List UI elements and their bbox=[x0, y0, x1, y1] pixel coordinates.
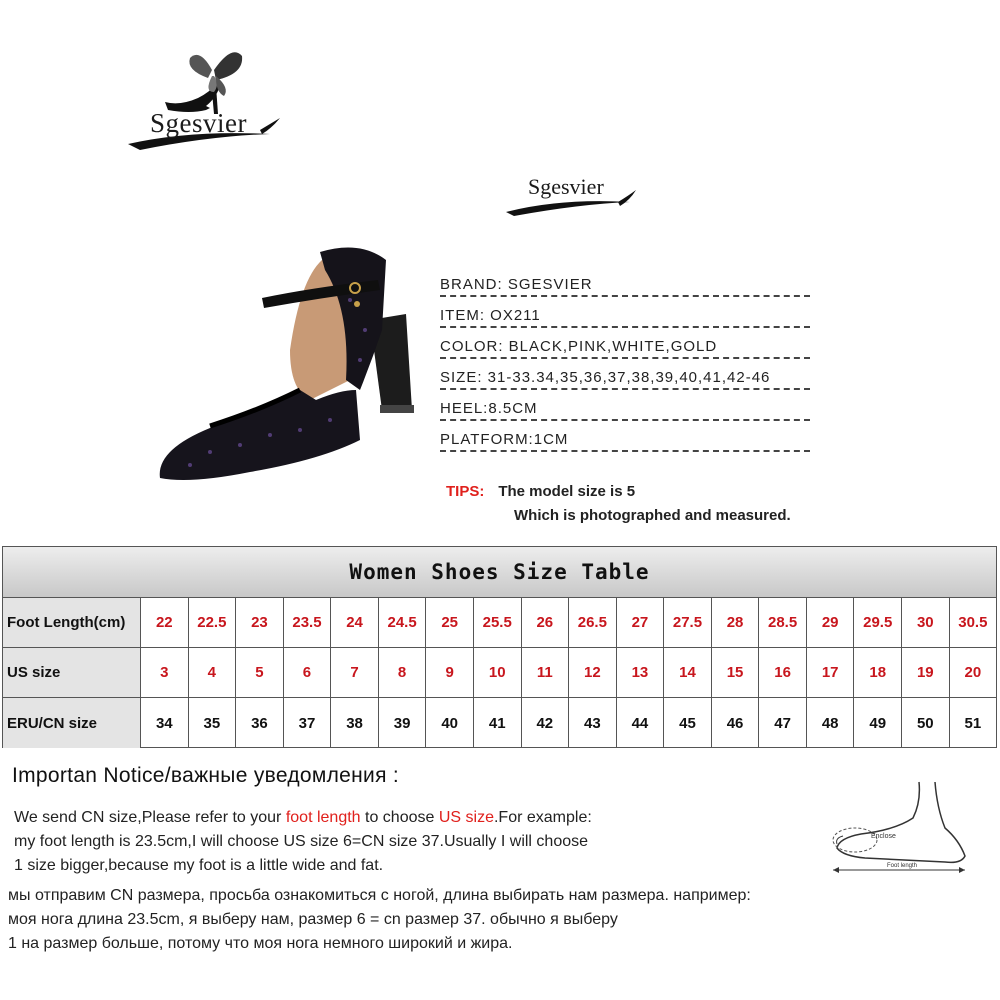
size-cell: 18 bbox=[854, 648, 902, 697]
notice-en-line-2: my foot length is 23.5cm,I will choose US size 6=CN size 37.Usually I will choose bbox=[14, 833, 589, 850]
size-cell: 34 bbox=[141, 698, 189, 748]
size-cell: 37 bbox=[284, 698, 332, 748]
product-specs bbox=[440, 266, 810, 452]
notice-text: We send CN size,Please refer to your bbox=[14, 809, 286, 826]
notice-ru-line-2: моя нога длина 23.5cm, я выберу нам, размер 6 = cn размер 37. обычно я выберу bbox=[8, 911, 618, 928]
size-cell: 23.5 bbox=[284, 598, 332, 647]
size-cell: 24 bbox=[331, 598, 379, 647]
spec-heel: HEEL:8.5CM bbox=[440, 390, 810, 421]
foot-icon bbox=[825, 778, 985, 878]
tips-line-2: Which is photographed and measured. bbox=[514, 507, 791, 524]
enclose-label: Enclose bbox=[871, 833, 896, 840]
butterfly-heel-icon bbox=[120, 40, 290, 160]
size-table-row bbox=[3, 598, 996, 648]
size-row-label: ERU/CN size bbox=[3, 698, 141, 748]
notice-english bbox=[14, 806, 774, 878]
tips bbox=[446, 480, 791, 528]
spec-platform: PLATFORM:1CM bbox=[440, 421, 810, 452]
size-cell: 16 bbox=[759, 648, 807, 697]
size-cell: 35 bbox=[189, 698, 237, 748]
notice-highlight-us-size: US size bbox=[438, 809, 494, 826]
brand-name: Sgesvier bbox=[150, 108, 247, 138]
spec-color: COLOR: BLACK,PINK,WHITE,GOLD bbox=[440, 328, 810, 359]
size-cell: 48 bbox=[807, 698, 855, 748]
size-cell: 26 bbox=[522, 598, 570, 647]
size-cell: 14 bbox=[664, 648, 712, 697]
shoe-icon bbox=[150, 240, 440, 490]
size-cell: 26.5 bbox=[569, 598, 617, 647]
size-cell: 7 bbox=[331, 648, 379, 697]
spec-brand: BRAND: SGESVIER bbox=[440, 266, 810, 297]
size-cell: 19 bbox=[902, 648, 950, 697]
size-cell: 5 bbox=[236, 648, 284, 697]
size-cell: 28.5 bbox=[759, 598, 807, 647]
foot-length-label: Foot length bbox=[887, 863, 918, 869]
notice-highlight-foot-length: foot length bbox=[285, 809, 361, 826]
size-cell: 27 bbox=[617, 598, 665, 647]
size-cell: 36 bbox=[236, 698, 284, 748]
size-cell: 24.5 bbox=[379, 598, 427, 647]
size-cell: 50 bbox=[902, 698, 950, 748]
size-cell: 15 bbox=[712, 648, 760, 697]
size-cell: 11 bbox=[522, 648, 570, 697]
size-cell: 25.5 bbox=[474, 598, 522, 647]
size-cell: 29.5 bbox=[854, 598, 902, 647]
size-cell: 20 bbox=[964, 664, 982, 681]
size-cell: 13 bbox=[617, 648, 665, 697]
size-row-label: US size bbox=[3, 648, 141, 697]
brand-name-small: Sgesvier bbox=[528, 174, 604, 199]
size-cell: 43 bbox=[569, 698, 617, 748]
notice-text: .For example: bbox=[493, 809, 592, 826]
size-cell: 39 bbox=[379, 698, 427, 748]
size-table-row bbox=[3, 648, 996, 698]
size-table-title: Women Shoes Size Table bbox=[3, 547, 996, 598]
size-cell: 25 bbox=[426, 598, 474, 647]
tips-label: TIPS: bbox=[446, 483, 485, 500]
size-cell: 8 bbox=[379, 648, 427, 697]
size-row-cells bbox=[141, 598, 996, 647]
size-cell: 29 bbox=[807, 598, 855, 647]
size-cell: 12 bbox=[569, 648, 617, 697]
size-cell: 22 bbox=[141, 598, 189, 647]
size-cell: 23 bbox=[236, 598, 284, 647]
brand-logo-large bbox=[120, 40, 290, 160]
size-cell: 38 bbox=[331, 698, 379, 748]
size-cell: 47 bbox=[759, 698, 807, 748]
notice-russian bbox=[8, 884, 988, 956]
size-cell: 27.5 bbox=[664, 598, 712, 647]
tips-line-1: The model size is 5 bbox=[498, 483, 636, 500]
size-cell: 6 bbox=[284, 648, 332, 697]
spec-item: ITEM: OX211 bbox=[440, 297, 810, 328]
size-row-cells bbox=[141, 648, 996, 697]
size-table bbox=[2, 546, 997, 748]
size-row-label: Foot Length(cm) bbox=[3, 598, 141, 647]
size-cell: 3 bbox=[141, 648, 189, 697]
size-cell: 40 bbox=[426, 698, 474, 748]
product-shoe-image bbox=[150, 240, 440, 490]
foot-measure-diagram bbox=[825, 778, 985, 878]
size-cell: 41 bbox=[474, 698, 522, 748]
notice-en-line-3: 1 size bigger,because my foot is a little wide and fat. bbox=[14, 857, 384, 874]
size-cell: 28 bbox=[712, 598, 760, 647]
size-cell: 30 bbox=[902, 598, 950, 647]
size-cell: 49 bbox=[854, 698, 902, 748]
size-cell: 51 bbox=[964, 714, 982, 732]
size-row-cells bbox=[141, 698, 996, 748]
size-table-body bbox=[3, 598, 996, 748]
size-cell: 30.5 bbox=[958, 614, 988, 631]
size-cell: 44 bbox=[617, 698, 665, 748]
notice-en-line-1 bbox=[14, 806, 774, 830]
size-cell: 10 bbox=[474, 648, 522, 697]
size-cell: 42 bbox=[522, 698, 570, 748]
size-cell: 22.5 bbox=[189, 598, 237, 647]
size-cell: 17 bbox=[807, 648, 855, 697]
size-cell: 9 bbox=[426, 648, 474, 697]
size-cell: 4 bbox=[189, 648, 237, 697]
size-cell: 45 bbox=[664, 698, 712, 748]
brand-logo-small bbox=[500, 168, 650, 218]
notice-ru-line-1: мы отправим CN размера, просьба ознакомиться с ногой, длина выбирать нам размера. например: bbox=[8, 887, 751, 904]
notice-text: to choose bbox=[360, 809, 439, 826]
size-cell: 46 bbox=[712, 698, 760, 748]
size-table-row bbox=[3, 698, 996, 748]
spec-size: SIZE: 31-33.34,35,36,37,38,39,40,41,42-46 bbox=[440, 359, 810, 390]
notice-ru-line-3: 1 на размер больше, потому что моя нога немного широкий и жира. bbox=[8, 935, 513, 952]
notice-title: Importan Notice/важные уведомления : bbox=[12, 764, 400, 787]
